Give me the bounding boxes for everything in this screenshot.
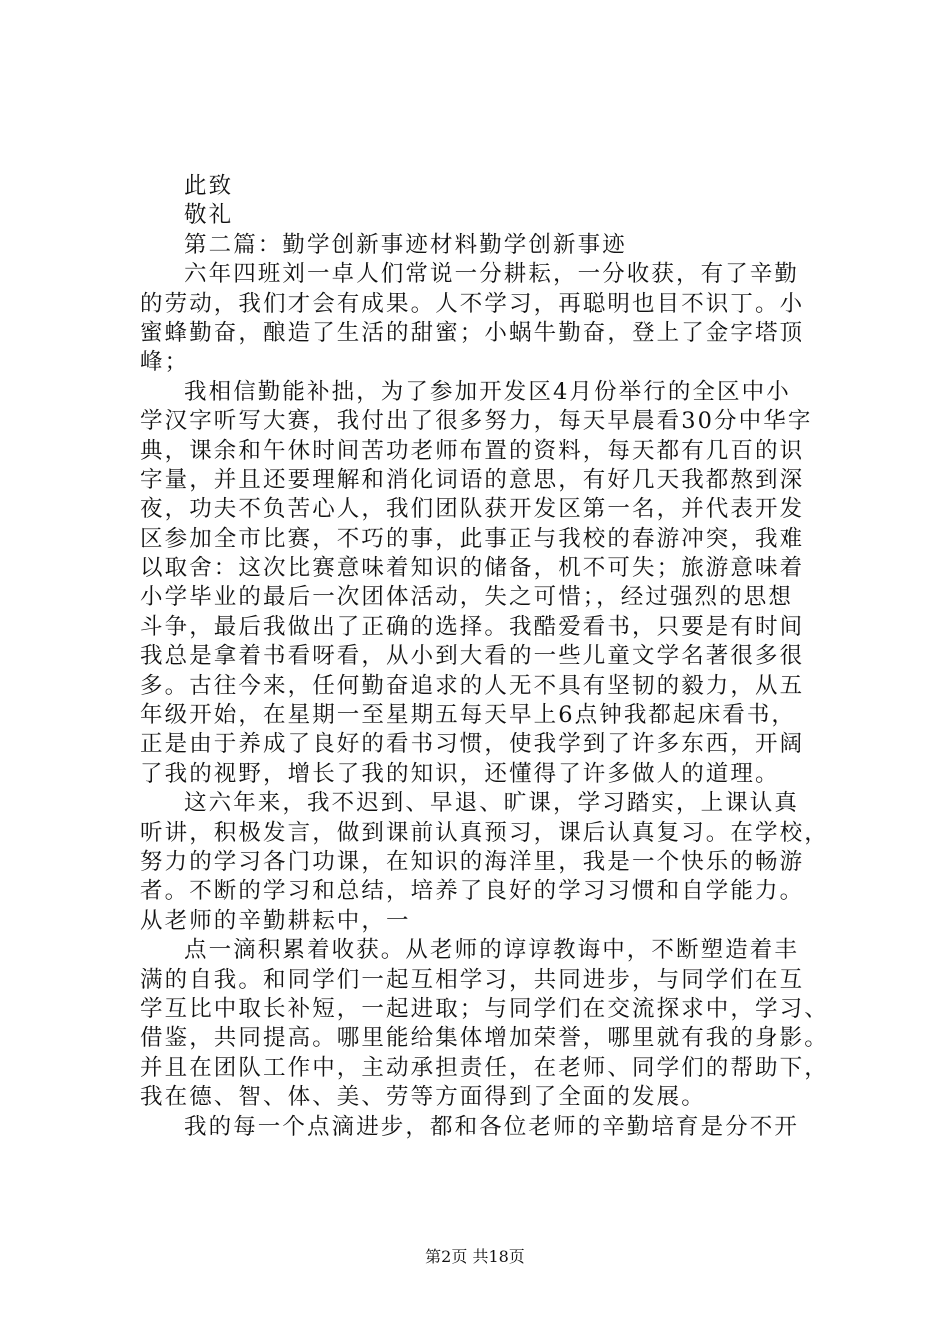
document-body — [140, 172, 830, 1142]
text-line: 蜜蜂勤奋，酿造了生活的甜蜜；小蜗牛勤奋，登上了金字塔顶 — [140, 319, 805, 346]
text-line: 并且在团队工作中，主动承担责任，在老师、同学们的帮助下， — [140, 1054, 829, 1081]
text-line: 以取舍：这次比赛意味着知识的储备，机不可失；旅游意味着 — [140, 555, 805, 582]
text-line: 典，课余和午休时间苦功老师布置的资料，每天都有几百的识 — [140, 437, 805, 464]
text-line: 了我的视野，增长了我的知识，还懂得了许多做人的道理。 — [140, 760, 780, 787]
text-line: 六年四班刘一卓人们常说一分耕耘，一分收获，有了辛勤 — [184, 261, 800, 288]
text-line: 借鉴，共同提高。哪里能给集体增加荣誉，哪里就有我的身影。 — [140, 1025, 829, 1052]
text-line: 者。不断的学习和总结，培养了良好的学习习惯和自学能力。 — [140, 878, 805, 905]
text-line: 夜，功夫不负苦心人，我们团队获开发区第一名，并代表开发 — [140, 496, 805, 523]
text-line: 这六年来，我不迟到、早退、旷课，学习踏实，上课认真 — [184, 790, 800, 817]
text-line: 努力的学习各门功课，在知识的海洋里，我是一个快乐的畅游 — [140, 848, 805, 875]
text-line: 我总是拿着书看呀看，从小到大看的一些儿童文学名著很多很 — [140, 643, 805, 670]
text-line: 区参加全市比赛，不巧的事，此事正与我校的春游冲突，我难 — [140, 525, 805, 552]
text-line: 我的每一个点滴进步，都和各位老师的辛勤培育是分不开 — [184, 1113, 800, 1140]
text-line: 小学毕业的最后一次团体活动，失之可惜；，经过强烈的思想 — [140, 584, 793, 611]
text-line: 我相信勤能补拙，为了参加开发区4月份举行的全区中小 — [184, 378, 791, 405]
text-line: 斗争，最后我做出了正确的选择。我酷爱看书，只要是有时间 — [140, 613, 805, 640]
text-line: 字量，并且还要理解和消化词语的意思，有好几天我都熬到深 — [140, 466, 805, 493]
text-line: 多。古往今来，任何勤奋追求的人无不具有坚韧的毅力，从五 — [140, 672, 805, 699]
text-line: 峰； — [140, 349, 190, 376]
text-line: 的劳动，我们才会有成果。人不学习，再聪明也目不识丁。小 — [140, 290, 805, 317]
text-line: 第二篇：勤学创新事迹材料勤学创新事迹 — [184, 231, 627, 258]
text-line: 学互比中取长补短，一起进取；与同学们在交流探求中，学习、 — [140, 995, 829, 1022]
text-line: 我在德、智、体、美、劳等方面得到了全面的发展。 — [140, 1084, 706, 1111]
text-line: 敬礼 — [184, 202, 234, 229]
text-line: 学汉字听写大赛，我付出了很多努力，每天早晨看30分中华字 — [140, 408, 813, 435]
text-line: 听讲，积极发言，做到课前认真预习，课后认真复习。在学校， — [140, 819, 829, 846]
text-line: 从老师的辛勤耕耘中，一 — [140, 907, 411, 934]
text-line: 正是由于养成了良好的看书习惯，使我学到了许多东西，开阔 — [140, 731, 805, 758]
text-line: 满的自我。和同学们一起互相学习，共同进步，与同学们在互 — [140, 966, 805, 993]
page-number-footer: 第2页 共18页 — [425, 1247, 525, 1266]
text-line: 点一滴积累着收获。从老师的谆谆教诲中，不断塑造着丰 — [184, 937, 800, 964]
text-line: 年级开始，在星期一至星期五每天早上6点钟我都起床看书， — [140, 702, 797, 729]
text-line: 此致 — [184, 173, 234, 199]
